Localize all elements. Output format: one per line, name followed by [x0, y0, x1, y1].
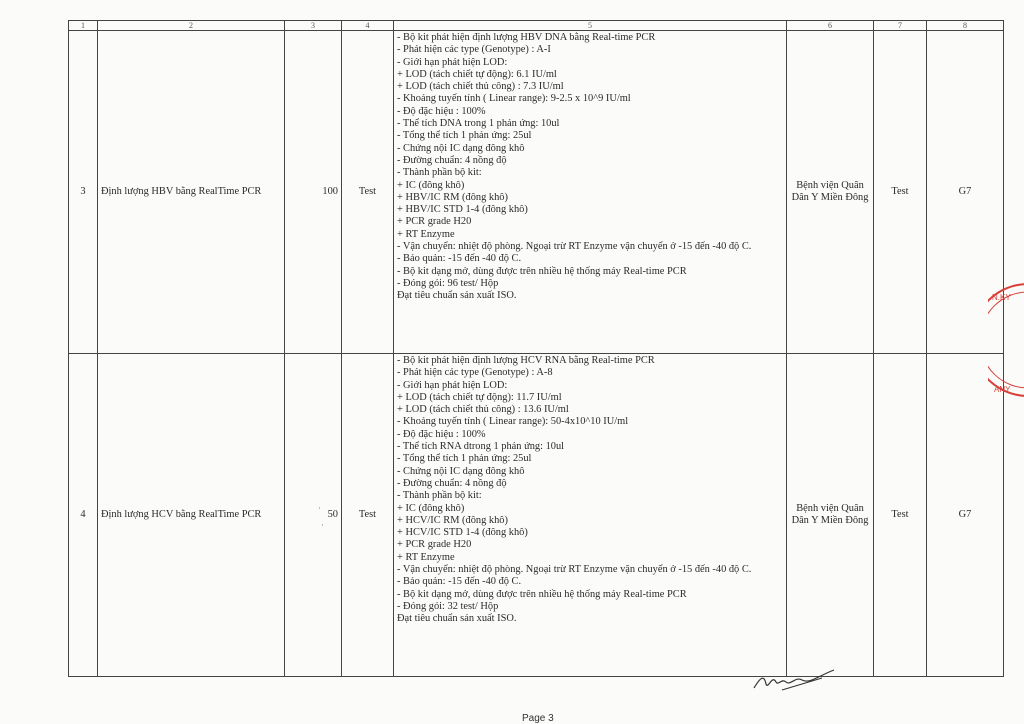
spec-line: + HCV/IC RM (đông khô): [397, 514, 508, 526]
spec-line: - Đóng gói: 32 test/ Hộp: [397, 600, 499, 612]
item-group: G7: [927, 31, 1004, 354]
col-num-3: 3: [285, 21, 342, 31]
spec-line: + LOD (tách chiết tự động): 6.1 IU/ml: [397, 68, 557, 80]
item-quantity: 100: [285, 31, 342, 354]
row-number: 3: [69, 31, 98, 354]
column-number-row: [69, 21, 1004, 31]
item-quantity: 50: [285, 354, 342, 677]
spec-line: - Giới hạn phát hiện LOD:: [397, 56, 508, 68]
hospital-name: Bệnh viện Quân Dân Y Miền Đông: [787, 354, 874, 677]
svg-text:ANY: ANY: [994, 385, 1011, 394]
spec-line: - Khoảng tuyến tính ( Linear range): 9-2.5 x 10^9 IU/ml: [397, 93, 631, 105]
col-num-7: 7: [874, 21, 927, 31]
col-num-5: 5: [394, 21, 787, 31]
spec-line: + RT Enzyme: [397, 228, 455, 240]
spec-line: - Vận chuyển: nhiệt độ phòng. Ngoại trừ RT Enzyme vận chuyển ở -15 đến -40 độ C.: [397, 241, 752, 253]
spec-line: - Chứng nội IC dạng đông khô: [397, 142, 525, 154]
red-stamp: [988, 270, 1024, 410]
col-num-2: 2: [98, 21, 285, 31]
item-unit-2: Test: [874, 354, 927, 677]
spec-line: Đạt tiêu chuẩn sản xuất ISO.: [397, 290, 517, 302]
spec-line: - Bộ kit dạng mở, dùng được trên nhiều hệ thống máy Real-time PCR: [397, 265, 687, 277]
table-row: [69, 354, 1004, 677]
spec-line: + HBV/IC RM (đông khô): [397, 191, 508, 203]
spec-line: - Bộ kit dạng mở, dùng được trên nhiều hệ thống máy Real-time PCR: [397, 588, 687, 600]
svg-text:N.KY: N.KY: [992, 293, 1011, 302]
col-num-6: 6: [787, 21, 874, 31]
item-unit: Test: [342, 31, 394, 354]
spec-line: - Độ đặc hiệu : 100%: [397, 428, 486, 440]
col-num-8: 8: [927, 21, 1004, 31]
spec-line: - Tổng thể tích 1 phản ứng: 25ul: [397, 453, 532, 465]
hospital-name: Bệnh viện Quân Dân Y Miền Đông: [787, 31, 874, 354]
signature: [752, 664, 842, 694]
table-row: [69, 31, 1004, 354]
item-name: Định lượng HCV bằng RealTime PCR: [98, 354, 285, 677]
spec-line: - Thành phần bộ kit:: [397, 490, 482, 502]
item-unit: Test: [342, 354, 394, 677]
spec-line: + IC (đông khô): [397, 502, 465, 514]
spec-line: - Khoảng tuyến tính ( Linear range): 50-4x10^10 IU/ml: [397, 416, 629, 428]
item-name: Định lượng HBV bằng RealTime PCR: [98, 31, 285, 354]
page-number: Page 3: [522, 713, 554, 724]
spec-line: - Chứng nội IC dạng đông khô: [397, 465, 525, 477]
spec-line: - Đường chuẩn: 4 nồng độ: [397, 154, 507, 166]
spec-line: - Tổng thể tích 1 phản ứng: 25ul: [397, 130, 532, 142]
spec-line: + LOD (tách chiết thủ công) : 7.3 IU/ml: [397, 81, 564, 93]
spec-line: - Bộ kit phát hiện định lượng HBV DNA bằng Real-time PCR: [397, 32, 656, 43]
col-num-1: 1: [69, 21, 98, 31]
spec-line: + HCV/IC STD 1-4 (đông khô): [397, 527, 528, 539]
spec-line: + LOD (tách chiết tự động): 11.7 IU/ml: [397, 391, 562, 403]
item-group: G7: [927, 354, 1004, 677]
spec-line: + LOD (tách chiết thủ công) : 13.6 IU/ml: [397, 404, 569, 416]
scan-speck: ·: [321, 520, 324, 530]
spec-line: + PCR grade H20: [397, 539, 472, 551]
spec-line: - Bảo quản: -15 đến -40 độ C.: [397, 253, 522, 265]
spec-line: - Thành phần bộ kit:: [397, 167, 482, 179]
row-number: 4: [69, 354, 98, 677]
scan-speck: ·: [318, 503, 321, 513]
technical-spec: [394, 31, 787, 354]
spec-line: - Phát hiện các type (Genotype) : A-I: [397, 44, 551, 56]
spec-line: - Thể tích RNA dtrong 1 phản ứng: 10ul: [397, 441, 565, 453]
spec-table: [68, 20, 1004, 677]
spec-line: - Giới hạn phát hiện LOD:: [397, 379, 508, 391]
spec-line: - Đường chuẩn: 4 nồng độ: [397, 477, 507, 489]
spec-line: Đạt tiêu chuẩn sản xuất ISO.: [397, 613, 517, 625]
spec-line: - Bộ kit phát hiện định lượng HCV RNA bằng Real-time PCR: [397, 355, 655, 366]
spec-line: + IC (đông khô): [397, 179, 465, 191]
spec-line: - Bảo quản: -15 đến -40 độ C.: [397, 576, 522, 588]
spec-line: + PCR grade H20: [397, 216, 472, 228]
spec-line: - Vận chuyển: nhiệt độ phòng. Ngoại trừ RT Enzyme vận chuyển ở -15 đến -40 độ C.: [397, 564, 752, 576]
item-unit-2: Test: [874, 31, 927, 354]
col-num-4: 4: [342, 21, 394, 31]
spec-line: - Độ đặc hiệu : 100%: [397, 105, 486, 117]
technical-spec: [394, 354, 787, 677]
spec-line: - Phát hiện các type (Genotype) : A-8: [397, 367, 553, 379]
spec-line: + HBV/IC STD 1-4 (đông khô): [397, 204, 528, 216]
spec-line: - Thể tích DNA trong 1 phản ứng: 10ul: [397, 118, 560, 130]
spec-line: - Đóng gói: 96 test/ Hộp: [397, 277, 499, 289]
spec-line: + RT Enzyme: [397, 551, 455, 563]
